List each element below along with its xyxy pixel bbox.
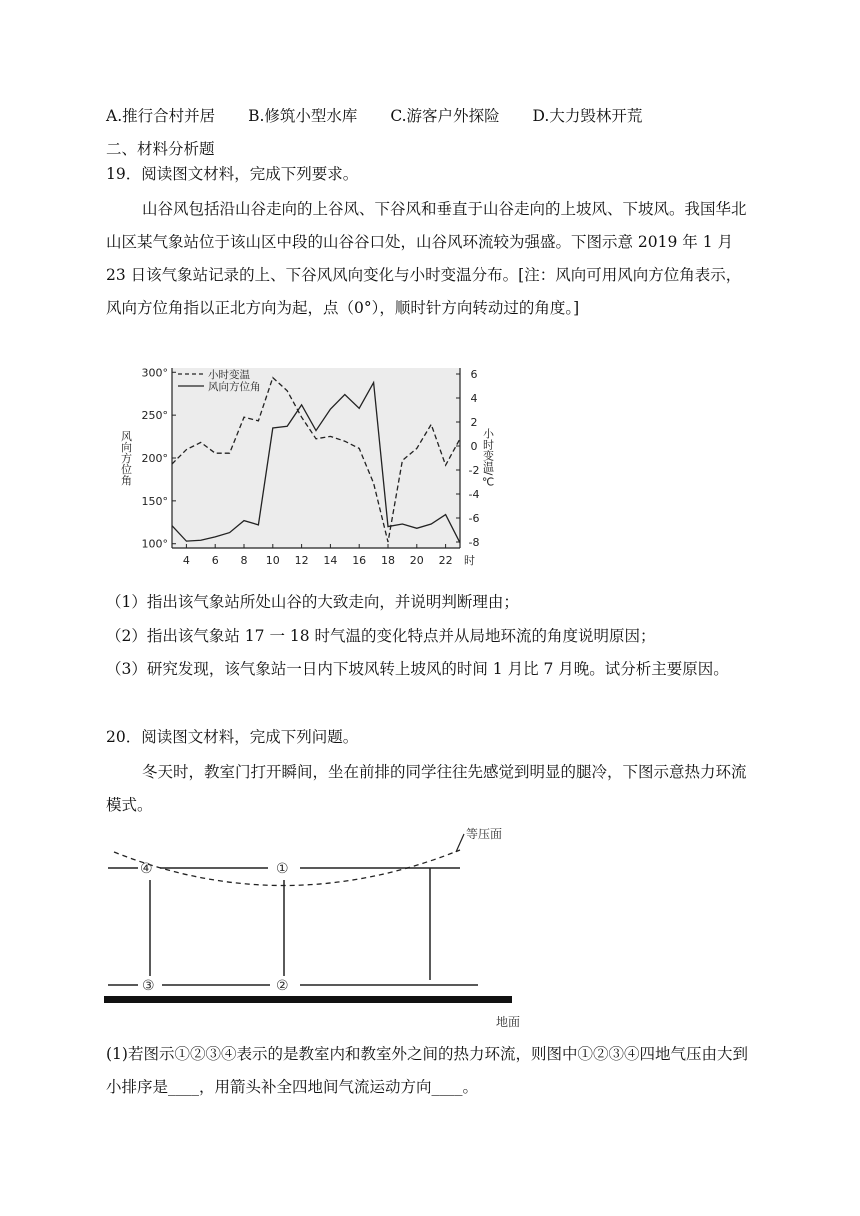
x-axis-label: 时 bbox=[464, 554, 475, 567]
option-a: A.推行合村并居 bbox=[106, 107, 216, 125]
q19-head: 19．阅读图文材料，完成下列要求。 bbox=[106, 165, 359, 183]
x-tick-label: 14 bbox=[323, 554, 338, 567]
q20-head: 20．阅读图文材料，完成下列问题。 bbox=[106, 728, 359, 746]
x-tick-label: 8 bbox=[240, 554, 248, 567]
legend-item: 风向方位角 bbox=[208, 381, 261, 393]
y-right-label: 小时变温/℃ bbox=[481, 427, 495, 489]
isobar-label: 等压面 bbox=[466, 827, 503, 841]
right-tick-label: 0 bbox=[470, 440, 478, 453]
x-tick-label: 12 bbox=[294, 554, 309, 567]
ground-bar bbox=[104, 996, 512, 1003]
x-tick-label: 4 bbox=[182, 554, 190, 567]
point-4: ④ bbox=[140, 861, 153, 877]
right-tick-label: -2 bbox=[468, 464, 480, 477]
q19-material: 山谷风包括沿山谷走向的上谷风、下谷风和垂直于山谷走向的上坡风、下坡风。我国华北山区某气象站位于该山区中段的山谷谷口处，山谷风环流较为强盛。下图示意 2019 年 1 月 23 日该气象站记录的上、下谷风风向变化与小时变温分布。[注：风向可用风向方位角表示，风向方位角指以正北方向为起，点（0°），顺时针方向转动过的角度。] bbox=[106, 200, 747, 317]
option-b: B.修筑小型水库 bbox=[248, 107, 358, 125]
section-title: 二、材料分析题 bbox=[106, 140, 215, 158]
left-tick-label: 250° bbox=[141, 409, 168, 423]
y-left-label: 风向方位角 bbox=[119, 430, 133, 486]
right-tick-label: -8 bbox=[468, 536, 480, 549]
x-tick-label: 18 bbox=[381, 554, 395, 567]
isobar-leader bbox=[456, 834, 464, 852]
right-tick-label: 6 bbox=[470, 368, 478, 381]
left-tick-label: 300° bbox=[141, 366, 168, 380]
right-tick-label: 2 bbox=[470, 416, 478, 429]
x-tick-label: 10 bbox=[265, 554, 280, 567]
q20-sub1: (1)若图示①②③④表示的是教室内和教室外之间的热力环流，则图中①②③④四地气压由大到小排序是____，用箭头补全四地间气流运动方向____。 bbox=[106, 1045, 748, 1096]
right-tick-label: -6 bbox=[468, 512, 480, 525]
q20-material: 冬天时，教室门打开瞬间，坐在前排的同学往往先感觉到明显的腿冷，下图示意热力环流模式。 bbox=[106, 763, 747, 814]
point-2: ② bbox=[276, 978, 289, 994]
ground-label: 地面 bbox=[496, 1015, 521, 1029]
x-tick-label: 16 bbox=[352, 554, 367, 567]
q19-sub1: （1）指出该气象站所处山谷的大致走向，并说明判断理由； bbox=[106, 593, 519, 611]
q19-sub2: （2）指出该气象站 17 一 18 时气温的变化特点并从局地环流的角度说明原因； bbox=[106, 627, 656, 645]
plot-area bbox=[172, 368, 460, 548]
option-d: D.大力毁林开荒 bbox=[532, 107, 643, 125]
circulation-diagram bbox=[100, 822, 530, 1034]
x-tick-label: 20 bbox=[409, 554, 424, 567]
point-1: ① bbox=[276, 861, 289, 877]
options-row bbox=[106, 106, 670, 126]
left-tick-label: 200° bbox=[141, 452, 168, 465]
option-c: C.游客户外探险 bbox=[390, 107, 500, 125]
left-tick-label: 150° bbox=[141, 494, 168, 508]
left-tick-label: 100° bbox=[141, 537, 168, 551]
right-tick-label: 4 bbox=[470, 392, 478, 405]
q19-chart bbox=[112, 362, 495, 576]
x-tick-label: 6 bbox=[211, 554, 219, 567]
q19-sub3: （3）研究发现，该气象站一日内下坡风转上坡风的时间 1 月比 7 月晚。试分析主要原因。 bbox=[106, 660, 729, 678]
point-3: ③ bbox=[142, 978, 155, 994]
x-tick-label: 22 bbox=[438, 554, 453, 567]
right-tick-label: -4 bbox=[468, 488, 480, 501]
legend-item: 小时变温 bbox=[208, 369, 250, 381]
